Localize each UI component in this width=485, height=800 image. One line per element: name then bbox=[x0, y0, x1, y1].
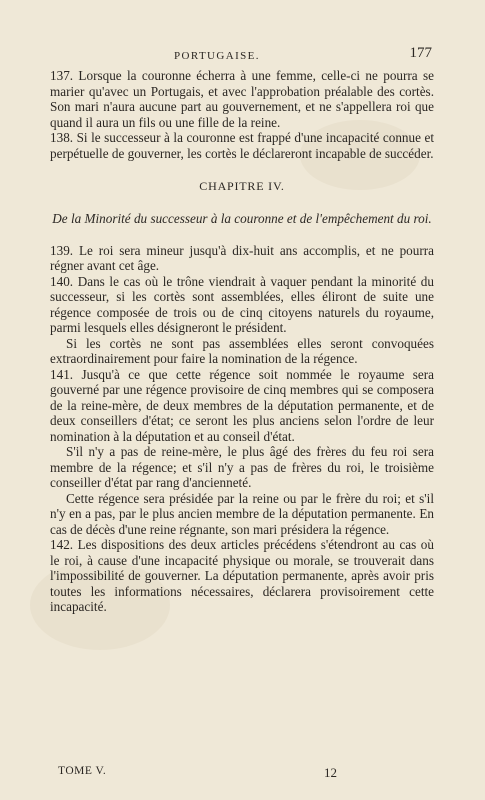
article-142: 142. Les dispositions des deux articles précédens s'étendront au cas où le roi, à cause d'une incapacité physique ou morale, se trouverait dans l'impossibilité de gouverner. La députation permanente, après avoir pris toutes les informations nécessaires, déclarera provisoirement cette incapacité. bbox=[50, 537, 434, 614]
page-text-block bbox=[50, 45, 434, 615]
gathering-number: 12 bbox=[324, 765, 337, 780]
article-138: 138. Si le successeur à la couronne est frappé d'une incapacité connue et perpétuelle de gouverner, les cortès le déclareront incapable de succéder. bbox=[50, 130, 434, 161]
article-139: 139. Le roi sera mineur jusqu'à dix-huit ans accomplis, et ne pourra régner avant cet âge. bbox=[50, 242, 434, 273]
article-141: 141. Jusqu'à ce que cette régence soit nommée le royaume sera gouverné par une régence provisoire de cinq membres qui se composera de la reine-mère, de deux membres de la députation permanente, et de deux conseillers d'état; ce seront les plus anciens selon l'ordre de leur nomination à la députation et au conseil d'état. bbox=[50, 366, 434, 444]
running-title: PORTUGAISE. bbox=[174, 50, 260, 62]
article-140-continuation: Si les cortès ne sont pas assemblées elles seront convoquées extraordinairement pour faire la nomination de la régence. bbox=[50, 335, 434, 366]
article-141-continuation: S'il n'y a pas de reine-mère, le plus âgé des frères du feu roi sera membre de la régence; et s'il n'y a pas de frères du roi, le troisième conseiller d'état par rang d'ancienneté. bbox=[50, 444, 434, 490]
running-head bbox=[50, 45, 434, 68]
signature-mark: TOME V. bbox=[58, 765, 107, 777]
chapter-heading: De la Minorité du successeur à la couronne et de l'empêchement du roi. bbox=[52, 210, 432, 226]
page-number: 177 bbox=[409, 45, 432, 61]
page-footer bbox=[58, 765, 438, 783]
article-140: 140. Dans le cas où le trône viendrait à vaquer pendant la minorité du successeur, si les cortès sont assemblées, elles éliront de suite une régence composée de trois ou de cinq citoyens naturels du royaume, parmi lesquels elles désigneront le président. bbox=[50, 273, 434, 335]
article-141-presidency: Cette régence sera présidée par la reine ou par le frère du roi; et s'il n'y en a pas, par le plus ancien membre de la députation permanente. En cas de décès d'une reine régnante, son mari présidera la régence. bbox=[50, 490, 434, 537]
article-137: 137. Lorsque la couronne écherra à une femme, celle-ci ne pourra se marier qu'avec un Portugais, et avec l'approbation préalable des cortès. Son mari n'aura aucune part au gouvernement, et ne s'appellera roi que quand il aura un fils ou une fille de la reine. bbox=[50, 68, 434, 130]
chapter-title: CHAPITRE IV. bbox=[199, 179, 285, 193]
